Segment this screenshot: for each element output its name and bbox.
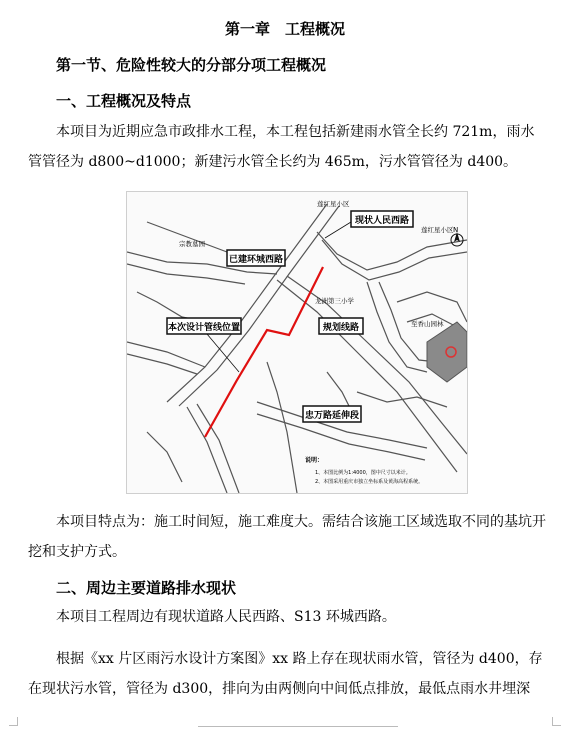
subsection-title-1: 一、工程概况及特点 bbox=[56, 92, 192, 110]
svg-text:忠万路延伸段: 忠万路延伸段 bbox=[304, 411, 360, 421]
paragraph-3: 本项目工程周边有现状道路人民西路、S13 环城西路。 bbox=[56, 609, 396, 625]
svg-text:已建环城西路: 已建环城西路 bbox=[228, 255, 284, 265]
svg-text:现状人民西路: 现状人民西路 bbox=[354, 216, 410, 226]
place-hongxing: 莲红星小区 bbox=[317, 200, 350, 208]
label-zhongwan-road bbox=[303, 406, 361, 422]
location-map bbox=[126, 191, 468, 494]
map-note-1: 1、本图比例为1:4000，图中尺寸以米计。 bbox=[315, 470, 411, 476]
svg-text:本次设计管线位置: 本次设计管线位置 bbox=[167, 323, 241, 333]
section-title: 第一节、危险性较大的分部分项工程概况 bbox=[56, 56, 327, 74]
page-corner-mark-right bbox=[552, 717, 561, 726]
subsection-title-2: 二、周边主要道路排水现状 bbox=[56, 579, 237, 597]
label-design-pipeline bbox=[167, 318, 241, 334]
place-left: 宗教墓园 bbox=[179, 240, 205, 248]
paragraph-1: 本项目为近期应急市政排水工程，本工程包括新建雨水管全长约 721m，雨水管管径为 d800~d1000；新建污水管全长约为 465m，污水管管径为 d400。 bbox=[28, 124, 535, 170]
place-school: 龙洲第三小学 bbox=[315, 297, 354, 305]
paragraph-4: 根据《xx 片区雨污水设计方案图》xx 路上存在现状雨水管，管径为 d400，存在现状污水管，管径为 d300，排向为由两侧向中间低点排放，最低点雨水井埋深 bbox=[28, 651, 543, 697]
map-note-title: 说明： bbox=[305, 457, 324, 464]
place-hongxing-2: 莲红星小区 bbox=[421, 226, 454, 234]
place-mountain: 至香山园林 bbox=[411, 320, 444, 328]
label-planned-road bbox=[319, 318, 363, 334]
page-corner-mark-left bbox=[9, 717, 18, 726]
page-bottom-line bbox=[198, 726, 398, 727]
svg-text:N: N bbox=[453, 226, 459, 234]
chapter-title: 第一章 工程概况 bbox=[224, 20, 345, 38]
map-note-2: 2、本图采用重庆市独立坐标系及黄海高程系统。 bbox=[315, 479, 424, 485]
svg-text:规划线路: 规划线路 bbox=[322, 323, 360, 333]
paragraph-2: 本项目特点为：施工时间短，施工难度大。需结合该施工区域选取不同的基坑开挖和支护方式。 bbox=[28, 514, 546, 560]
label-huancheng-west bbox=[227, 250, 285, 266]
label-renmin-west bbox=[351, 211, 413, 227]
